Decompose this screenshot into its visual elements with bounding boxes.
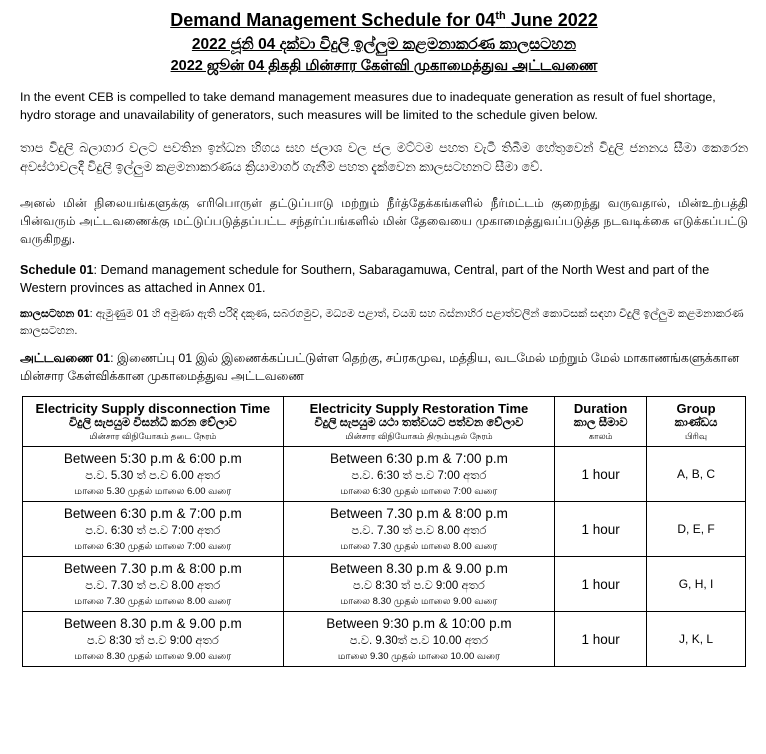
table-header-row xyxy=(23,397,746,447)
intro-english: In the event CEB is compelled to take demand management measures due to inadequate generation as result of fuel shortage, hydro storage and unavailability of generators, such measures will be limited to the schedule given below. xyxy=(20,90,716,122)
restoration-time-cell: Between 6:30 p.m & 7:00 p.m ප.ව. 6:30 ත් ප.ව 7:00 අතර மாலை 6:30 முதல் மாலை 7:00 வரை xyxy=(283,447,555,502)
page-title-sinhala: 2022 ජූනි 04 දක්වා විදුලි ඉල්ලුම කළමනාකරණ කාලසටහන xyxy=(191,36,577,53)
disconnection-time-cell: Between 8.30 p.m & 9.00 p.m ප.ව 8:30 ත් ප.ව 9:00 අතර மாலை 8.30 முதல் மாலை 9.00 வரை xyxy=(23,612,284,667)
group-cell: J, K, L xyxy=(647,612,746,667)
restoration-time-cell: Between 9:30 p.m & 10:00 p.m ප.ව. 9.30ත් ප.ව 10.00 අතර மாலை 9.30 முதல் மாலை 10.00 வரை xyxy=(283,612,555,667)
schedule-table xyxy=(22,396,746,667)
schedule-tamil: அட்டவணை 01: இணைப்பு 01 இல் இணைக்கப்பட்டுள்ள தெற்கு, சப்ரகமுவ, மத்திய, வடமேல் மற்றும் மேல் மாகாணங்களுக்கான மின்சார கேள்விக்கான முகாமைத்துவ அட்டவணை xyxy=(20,351,740,383)
header-restoration-time: Electricity Supply Restoration Time විදුලි සැපයුම යථා තත්වයට පත්වන වේලාව மின்சார விநியோகம் திரும்புதல் நேரம் xyxy=(283,397,555,447)
header-group: Group කාණ්ඩය பிரிவு xyxy=(647,397,746,447)
group-cell: A, B, C xyxy=(647,447,746,502)
table-row xyxy=(23,447,746,502)
header-duration: Duration කාල සීමාව காலம் xyxy=(555,397,647,447)
header-disconnection-time: Electricity Supply disconnection Time විදුලි සැපයුම විසන්ධි කරන වේලාව மின்சார விநியோகம் தடை நேரம் xyxy=(23,397,284,447)
restoration-time-cell: Between 7.30 p.m & 8:00 p.m ප.ව. 7.30 ත් ප.ව 8.00 අතර மாலை 7.30 முதல் மாலை 8.00 வரை xyxy=(283,502,555,557)
group-cell: G, H, I xyxy=(647,557,746,612)
disconnection-time-cell: Between 6:30 p.m & 7:00 p.m ප.ව. 6:30 ත් ප.ව 7:00 අතර மாலை 6:30 முதல் மாலை 7:00 வரை xyxy=(23,502,284,557)
group-cell: D, E, F xyxy=(647,502,746,557)
table-row xyxy=(23,612,746,667)
intro-tamil: அனல் மின் நிலையங்களுக்கு எரிபொருள் தட்டுப்பாடு மற்றும் நீர்த்தேக்கங்களில் நீர்மட்டம் குறைந்து வருவதால், மின்உற்பத்தி பின்வரும் அட்டவணைக்கு மட்டுப்படுத்தப்பட்ட சந்தர்ப்பங்களில் மின் தேவையை முகாமைத்துவப்படுத்த நடவடிக்கை எடுக்கப்பட்டு வருகிறது. xyxy=(20,196,748,246)
disconnection-time-cell: Between 5:30 p.m & 6:00 p.m ප.ව. 5.30 ත් ප.ව 6.00 අතර மாலை 5.30 முதல் மாலை 6.00 வரை xyxy=(23,447,284,502)
intro-sinhala: තාප විදුලි බලාගාර වලට පවතින ඉන්ධන හිගය සහ ජලාශ වල ජල මට්ටම පහත වැටී තිබීම හේතුවෙන් විදුලි ජනනය සීමා කෙරෙන අවස්ථාවලදී විදුලි ඉල්ලුම කළමනාකරණය ක්‍රියාමාර්ග ගැනීම පහත දැක්වෙන කාලසටහනට සීමා වේ. xyxy=(20,140,748,174)
page-title: Demand Management Schedule for 04th June 2022 xyxy=(170,10,598,30)
schedule-sinhala: කාලසටහන 01: ඇමුණුම 01 හි අමුණා ඇති පරිදි දකුණ, සබරගමුව, මධ්‍යම පළාත්, වයඹ සහ බස්නාහිර පළාත්වලින් කොටසක් සඳහා විදුලි ඉල්ලුම කළමනාකරණ කාලසටහන. xyxy=(20,308,744,337)
schedule-english: Schedule 01: Demand management schedule for Southern, Sabaragamuwa, Central, part of the North West and part of the Western provinces as attached in Annex 01. xyxy=(20,263,710,295)
table-row xyxy=(23,502,746,557)
restoration-time-cell: Between 8.30 p.m & 9.00 p.m ප.ව 8:30 ත් ප.ව 9:00 අතර மாலை 8.30 முதல் மாலை 9.00 வரை xyxy=(283,557,555,612)
disconnection-time-cell: Between 7.30 p.m & 8:00 p.m ප.ව. 7.30 ත් ප.ව 8.00 අතර மாலை 7.30 முதல் மாலை 8.00 வரை xyxy=(23,557,284,612)
duration-cell: 1 hour xyxy=(555,612,647,667)
duration-cell: 1 hour xyxy=(555,557,647,612)
table-row xyxy=(23,557,746,612)
duration-cell: 1 hour xyxy=(555,447,647,502)
duration-cell: 1 hour xyxy=(555,502,647,557)
page-title-tamil: 2022 ஜூன் 04 திகதி மின்சார கேள்வி முகாமைத்துவ அட்டவணை xyxy=(170,58,598,74)
